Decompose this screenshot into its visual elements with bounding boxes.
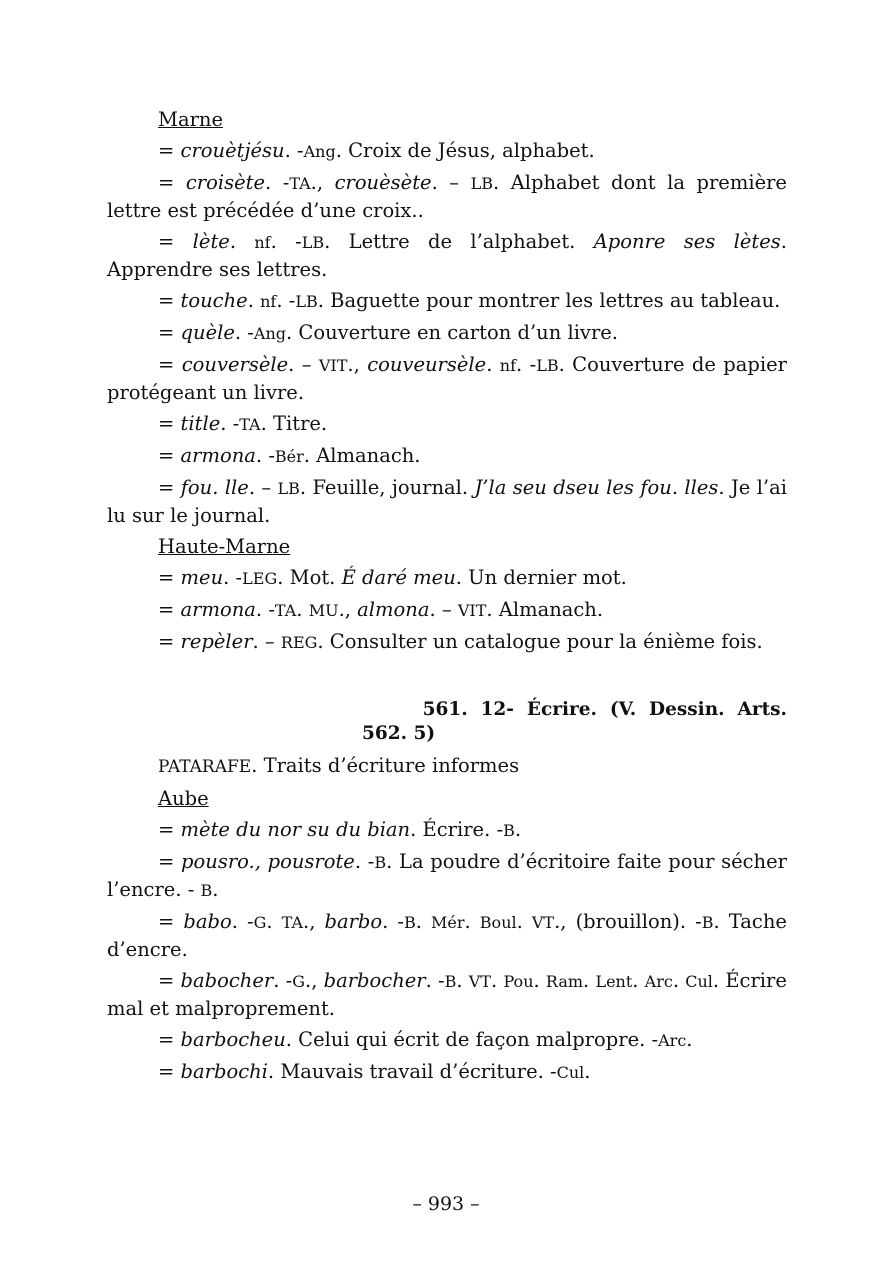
entry-lete: = lète. nf. -LB. Lettre de l’alphabet. Aponre ses lètes. Apprendre ses lettres.: [107, 230, 787, 281]
entry-barbocheu: = barbocheu. Celui qui écrit de façon malpropre. -Arc.: [158, 1028, 693, 1051]
entry-meu: = meu. -LEG. Mot. É daré meu. Un dernier mot.: [158, 566, 627, 589]
entry-couversele: = couversèle. – VIT., couveursèle. nf. -LB. Couverture de papier protégeant un livre.: [107, 353, 787, 404]
entry-croisete: = croisète. -TA., crouèsète. – LB. Alphabet dont la première lettre est précédée d’une croix..: [107, 171, 787, 222]
entry-title: = title. -TA. Titre.: [158, 412, 328, 435]
entry-babocher: = babocher. -G., barbocher. -B. VT. Pou. Ram. Lent. Arc. Cul. Écrire mal et malproprement.: [107, 969, 787, 1020]
section-gap: [107, 660, 787, 698]
document-page: [107, 106, 787, 1090]
region-heading-haute-marne: Haute-Marne: [158, 535, 291, 558]
entry-foulle: = fou. lle. – LB. Feuille, journal. J’la seu dseu les fou. lles. Je l’ai lu sur le journal.: [107, 476, 787, 527]
section-title-line1: 561. 12- Écrire. (V. Dessin. Arts.: [422, 699, 787, 720]
entry-babo: = babo. -G. TA., barbo. -B. Mér. Boul. VT., (brouillon). -B. Tache d’encre.: [107, 910, 787, 961]
entry-crouetjesu: = crouètjésu. -Ang. Croix de Jésus, alphabet.: [158, 139, 595, 162]
region-heading-aube: Aube: [158, 787, 209, 810]
entry-touche: = touche. nf. -LB. Baguette pour montrer les lettres au tableau.: [158, 289, 781, 312]
section-title-line2: 562. 5): [362, 723, 436, 744]
entry-barbochi: = barbochi. Mauvais travail d’écriture. -Cul.: [158, 1060, 591, 1083]
section-title: [107, 698, 787, 746]
entry-armona-haute-marne: = armona. -TA. MU., almona. – VIT. Almanach.: [158, 598, 604, 621]
entry-repeler: = repèler. – REG. Consulter un catalogue pour la énième fois.: [158, 630, 763, 653]
entry-mete-du-nor: = mète du nor su du bian. Écrire. -B.: [158, 818, 522, 841]
entry-armona-marne: = armona. -Bér. Almanach.: [158, 444, 421, 467]
entry-quele: = quèle. -Ang. Couverture en carton d’un livre.: [158, 321, 619, 344]
region-heading-marne: Marne: [158, 108, 224, 131]
page-number: – 993 –: [412, 1193, 480, 1215]
entry-pousro: = pousro., pousrote. -B. La poudre d’écritoire faite pour sécher l’encre. - B.: [107, 850, 787, 901]
entry-patarafe: PATARAFE. Traits d’écriture informes: [158, 754, 520, 777]
